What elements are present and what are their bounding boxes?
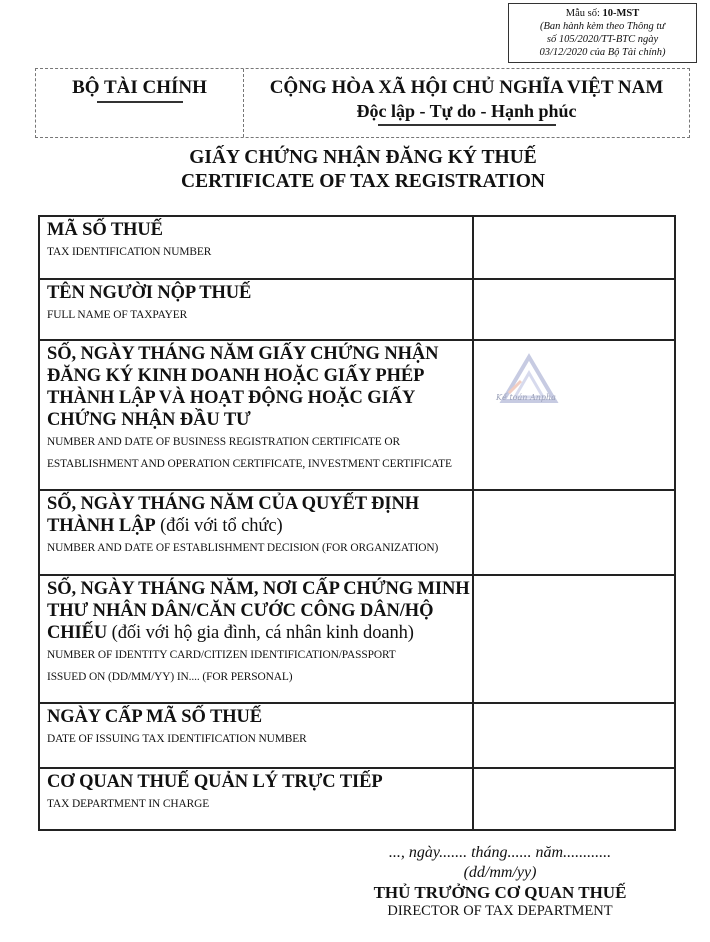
row-label — [40, 280, 474, 339]
table-row-business-registration — [40, 339, 674, 489]
form-code — [509, 7, 696, 20]
label-en: TAX DEPARTMENT IN CHARGE — [47, 798, 210, 810]
taxpayer-name-value-field[interactable] — [474, 280, 674, 339]
national-motto: Độc lập - Tự do - Hạnh phúc — [356, 101, 577, 121]
republic-section — [244, 69, 689, 137]
label-vi-line-4: CHỨNG NHẬN ĐẦU TƯ — [47, 410, 251, 430]
row-label — [40, 769, 474, 829]
certificate-table — [38, 215, 676, 831]
row-label — [40, 491, 474, 574]
label-en: NUMBER AND DATE OF ESTABLISHMENT DECISION (FOR ORGANIZATION) — [47, 542, 439, 554]
label-en-line-2: ESTABLISHMENT AND OPERATION CERTIFICATE, INVESTMENT CERTIFICATE — [47, 458, 452, 470]
table-row-taxpayer-name — [40, 278, 674, 339]
signature-date-line: ..., ngày....... tháng...... năm............ — [388, 844, 612, 861]
label-vi-note: (đối với hộ gia đình, cá nhân kinh doanh) — [107, 623, 414, 643]
signatory-title-en: DIRECTOR OF TAX DEPARTMENT — [387, 903, 613, 919]
label-vi: TÊN NGƯỜI NỘP THUẾ — [47, 283, 252, 303]
signature-block — [340, 843, 660, 920]
label-en: TAX IDENTIFICATION NUMBER — [47, 246, 212, 258]
identity-document-value-field[interactable] — [474, 576, 674, 702]
form-code-value: 10-MST — [602, 8, 640, 19]
label-en-line-1: NUMBER OF IDENTITY CARD/CITIZEN IDENTIFICATION/PASSPORT — [47, 649, 396, 661]
republic-name: CỘNG HÒA XÃ HỘI CHỦ NGHĨA VIỆT NAM — [269, 77, 664, 98]
table-row-tax-id — [40, 217, 674, 278]
watermark-text: Kế toán Anpha — [496, 393, 556, 402]
label-vi: CƠ QUAN THUẾ QUẢN LÝ TRỰC TIẾP — [47, 772, 383, 792]
label-vi: NGÀY CẤP MÃ SỐ THUẾ — [47, 707, 262, 727]
label-vi-line-3: THÀNH LẬP VÀ HOẠT ĐỘNG HOẶC GIẤY — [47, 388, 416, 408]
label-vi-line-1: SỐ, NGÀY THÁNG NĂM CỦA QUYẾT ĐỊNH — [47, 494, 420, 514]
label-vi: MÃ SỐ THUẾ — [47, 220, 163, 240]
table-row-identity-document — [40, 574, 674, 702]
tax-id-value-field[interactable] — [474, 217, 674, 278]
table-row-tax-department — [40, 767, 674, 829]
ministry-underline — [97, 101, 183, 103]
header-box — [35, 68, 690, 138]
document-title — [0, 146, 710, 194]
ministry-name: BỘ TÀI CHÍNH — [72, 77, 207, 98]
form-issued-line-1: (Ban hành kèm theo Thông tư — [539, 21, 665, 32]
label-vi-line-2: THƯ NHÂN DÂN/CĂN CƯỚC CÔNG DÂN/HỘ — [47, 601, 434, 621]
row-label — [40, 217, 474, 278]
establishment-decision-value-field[interactable] — [474, 491, 674, 574]
table-row-issue-date — [40, 702, 674, 767]
label-vi-bold: THÀNH LẬP — [47, 516, 156, 536]
label-en: FULL NAME OF TAXPAYER — [47, 309, 188, 321]
watermark-logo-icon — [499, 353, 559, 413]
row-label — [40, 341, 474, 489]
issue-date-value-field[interactable] — [474, 704, 674, 767]
form-issued-line-3: 03/12/2020 của Bộ Tài chính) — [539, 47, 666, 58]
row-label — [40, 704, 474, 767]
form-code-box — [508, 3, 697, 63]
label-en-line-2: ISSUED ON (DD/MM/YY) IN.... (FOR PERSONAL) — [47, 671, 293, 683]
label-vi-bold: CHIẾU — [47, 623, 108, 643]
form-issued-line-2: số 105/2020/TT-BTC ngày — [546, 34, 659, 45]
motto-underline — [378, 124, 556, 126]
signatory-title-vi: THỦ TRƯỞNG CƠ QUAN THUẾ — [373, 883, 627, 902]
ministry-section — [36, 69, 244, 137]
label-vi-line-2: ĐĂNG KÝ KINH DOANH HOẶC GIẤY PHÉP — [47, 366, 425, 386]
label-vi-line-2 — [47, 515, 472, 537]
label-en: DATE OF ISSUING TAX IDENTIFICATION NUMBER — [47, 733, 307, 745]
label-vi-line-1: SỐ, NGÀY THÁNG NĂM GIẤY CHỨNG NHẬN — [47, 344, 439, 364]
label-en-line-1: NUMBER AND DATE OF BUSINESS REGISTRATION CERTIFICATE OR — [47, 436, 400, 448]
title-en: CERTIFICATE OF TAX REGISTRATION — [181, 171, 545, 192]
label-vi-line-1: SỐ, NGÀY THÁNG NĂM, NƠI CẤP CHỨNG MINH — [47, 579, 470, 599]
tax-department-value-field[interactable] — [474, 769, 674, 829]
business-registration-value-field[interactable] — [474, 341, 674, 489]
label-vi-note: (đối với tổ chức) — [155, 516, 283, 536]
row-label — [40, 576, 474, 702]
form-code-label: Mẫu số: — [565, 8, 603, 19]
signature-date-format: (dd/mm/yy) — [463, 864, 537, 881]
table-row-establishment-decision — [40, 489, 674, 574]
title-vi: GIẤY CHỨNG NHẬN ĐĂNG KÝ THUẾ — [189, 147, 537, 168]
label-vi-line-3 — [47, 622, 472, 644]
